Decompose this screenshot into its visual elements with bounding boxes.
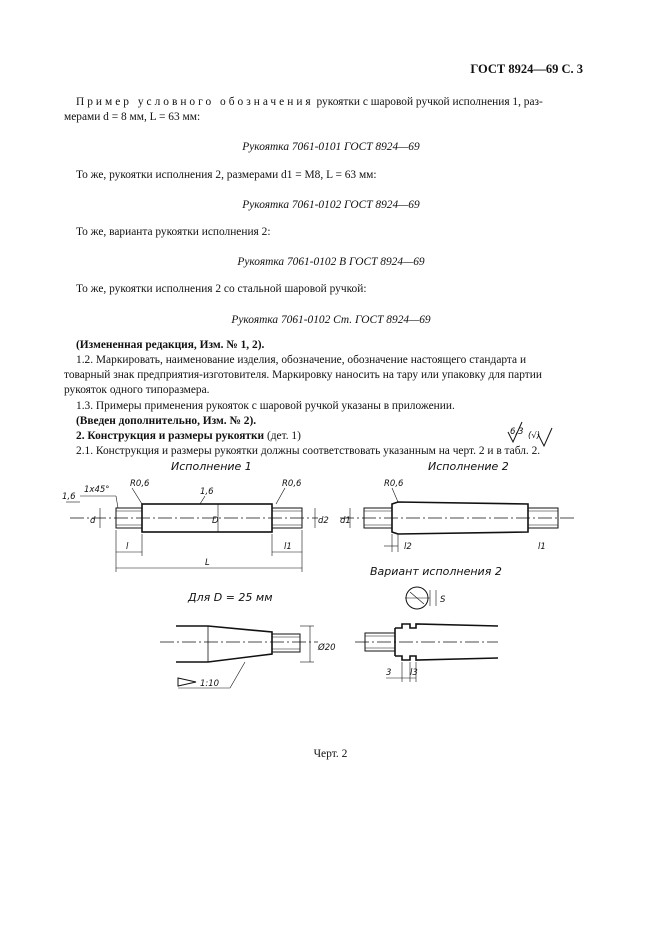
dim-l2: l2 <box>404 542 412 552</box>
paragraph-steel: То же, рукоятки исполнения 2 со стальной шаровой ручкой: <box>76 283 367 296</box>
roughness-left: 1,6 <box>62 492 76 502</box>
roughness-bracket-symbol <box>538 428 552 446</box>
example-spaced-heading: Пример условного обозначения <box>76 96 314 108</box>
designation-1: Рукоятка 7061-0101 ГОСТ 8924—69 <box>242 141 420 154</box>
body-text <box>64 95 586 459</box>
dim-3: 3 <box>386 668 392 678</box>
dim-d2: d2 <box>318 516 329 526</box>
roughness-shaft: 1,6 <box>200 487 214 497</box>
dim-L: L <box>205 558 210 568</box>
variant-title: Вариант исполнения 2 <box>370 565 502 578</box>
example-text: рукоятки с шаровой ручкой исполнения 1, раз- <box>313 96 543 108</box>
clause-1-2-line3: рукояток одного типоразмера. <box>64 384 210 397</box>
drawing-svg <box>0 410 661 750</box>
radius-label-v1-right: R0,6 <box>282 479 302 489</box>
d25-body <box>176 626 272 662</box>
dim-l: l <box>126 542 129 552</box>
clause-1-2-line1: 1.2. Маркировать, наименование изделия, обозначение, обозначение настоящего стандарта и <box>76 354 527 367</box>
d25-title: Для D = 25 мм <box>188 591 273 604</box>
designation-4: Рукоятка 7061-0102 Ст. ГОСТ 8924—69 <box>231 313 431 326</box>
chamfer-label: 1x45° <box>84 485 110 495</box>
roughness-value: 6,3 <box>510 427 524 437</box>
version-2-title: Исполнение 2 <box>428 460 509 473</box>
dim-d1: d1 <box>340 516 351 526</box>
dim-l1-v2: l1 <box>538 542 546 552</box>
technical-drawing <box>0 410 661 750</box>
designation-3: Рукоятка 7061-0102 В ГОСТ 8924—69 <box>237 256 425 269</box>
dim-phi20: Ø20 <box>318 643 336 653</box>
designation-2: Рукоятка 7061-0102 ГОСТ 8924—69 <box>242 198 420 211</box>
example-paragraph <box>76 95 586 110</box>
figure-caption: Черт. 2 <box>313 748 348 760</box>
radius-label-v2: R0,6 <box>384 479 404 489</box>
section-2-ref: (дет. 1) <box>264 430 301 443</box>
section-2-title: 2. Конструкция и размеры рукоятки <box>76 430 265 443</box>
taper-label: 1:10 <box>200 679 220 689</box>
roughness-bracket: (√) <box>528 431 541 441</box>
paragraph-version2: То же, рукоятки исполнения 2, размерами d1 = M8, L = 63 мм: <box>76 168 377 181</box>
example-paragraph-line2: мерами d = 8 мм, L = 63 мм: <box>64 111 201 124</box>
taper-symbol <box>178 678 196 686</box>
change-note-2: (Введен дополнительно, Изм. № 2). <box>76 414 257 427</box>
clause-1-3: 1.3. Примеры применения рукояток с шаровой ручкой указаны в приложении. <box>76 399 455 412</box>
change-note-1: (Измененная редакция, Изм. № 1, 2). <box>76 338 265 351</box>
version-1-title: Исполнение 1 <box>171 460 252 473</box>
dim-D: D <box>212 516 219 526</box>
dim-d: d <box>90 516 96 526</box>
paragraph-variant: То же, варианта рукоятки исполнения 2: <box>76 226 271 239</box>
clause-1-2-line2: товарный знак предприятия-изготовителя. Маркировку наносить на тару или упаковку для партии <box>64 369 542 382</box>
dim-l3: l3 <box>410 668 418 678</box>
clause-2-1: 2.1. Конструкция и размеры рукоятки должны соответствовать указанным на черт. 2 и в табл. 2. <box>76 445 541 458</box>
dim-l1: l1 <box>284 542 292 552</box>
radius-label-v1-left: R0,6 <box>130 479 150 489</box>
page-header: ГОСТ 8924—69 С. 3 <box>470 62 583 76</box>
dim-S: S <box>440 595 446 605</box>
